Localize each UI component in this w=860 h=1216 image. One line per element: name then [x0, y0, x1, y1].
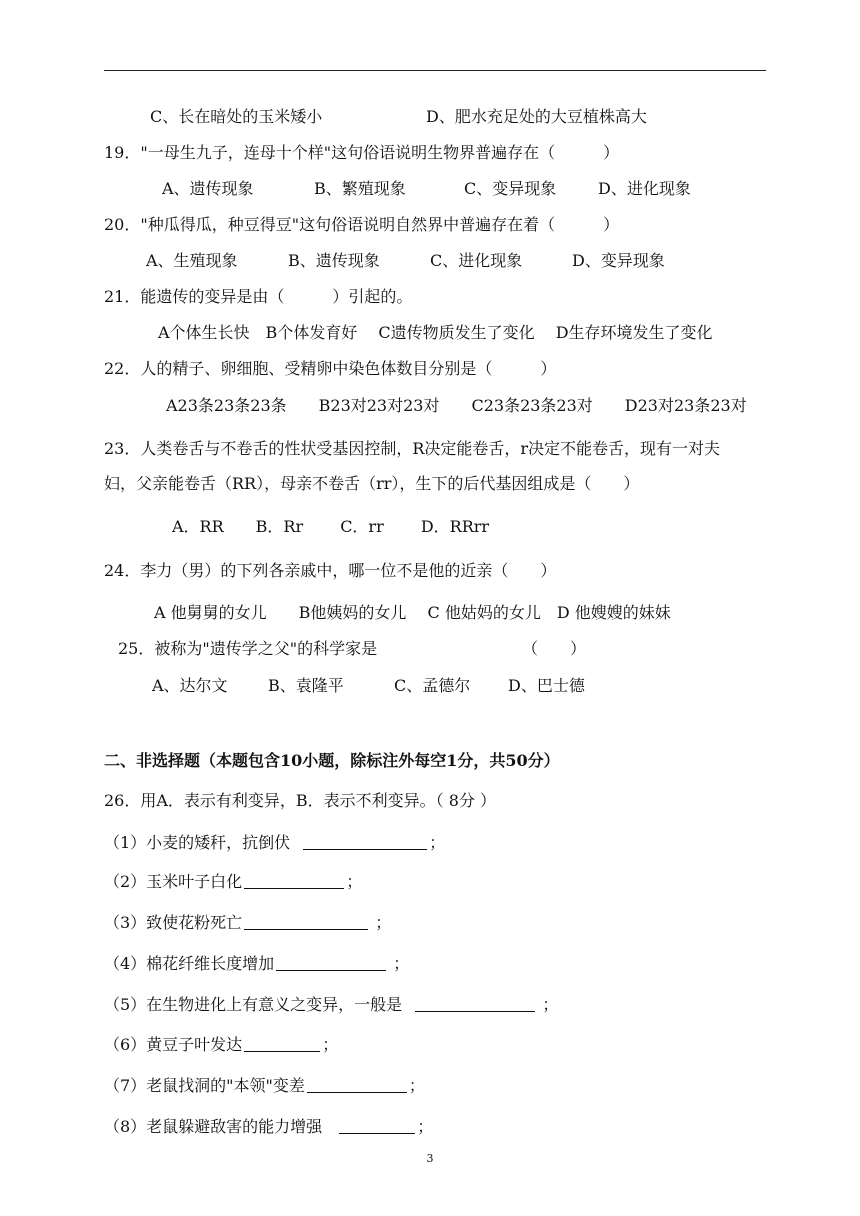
q21-options: A个体生长快 B个体发育好 C遗传物质发生了变化 D生存环境发生了变化: [158, 323, 713, 342]
q26-item-end: ；: [393, 954, 410, 973]
q26-stem: 26．用A．表示有利变异，B．表示不利变异。（ 8分 ）: [104, 791, 497, 810]
section-heading: 二、非选择题（本题包含10小题，除标注外每空1分，共50分）: [104, 751, 560, 770]
q26-item: [104, 1116, 433, 1138]
q26-item-end: ；: [346, 872, 363, 891]
q20-option-d: D、变异现象: [572, 251, 665, 270]
q25-option-b: B、袁隆平: [268, 676, 344, 695]
q26-item: [104, 1075, 425, 1097]
q21-stem: 21．能遗传的变异是由（ ）引起的。: [104, 287, 413, 306]
q26-item: [104, 912, 391, 934]
q23-options: A．RR B．Rr C．rr D．RRrr: [172, 517, 490, 536]
q18-option-c: C、长在暗处的玉米矮小: [150, 107, 323, 126]
q26-item-text: （7）老鼠找洞的"本领"变差: [104, 1076, 305, 1095]
q19-option-b: B、繁殖现象: [314, 179, 406, 198]
q26-item-text: （6）黄豆子叶发达: [104, 1035, 243, 1054]
q26-item-end: ；: [417, 1117, 434, 1136]
q26-item-text: （8）老鼠躲避敌害的能力增强: [104, 1117, 323, 1136]
answer-blank[interactable]: [339, 1117, 415, 1134]
q26-item-end: ；: [322, 1035, 339, 1054]
q26-item-end: ；: [408, 1076, 425, 1095]
q26-item-text: （1）小麦的矮秆，抗倒伏: [104, 833, 291, 852]
q24-stem: 24．李力（男）的下列各亲戚中，哪一位不是他的近亲（ ）: [104, 561, 557, 580]
q25-option-c: C、孟德尔: [394, 676, 471, 695]
q20-option-a: A、生殖现象: [146, 251, 238, 270]
q26-item-text: （4）棉花纤维长度增加: [104, 954, 275, 973]
answer-blank[interactable]: [244, 913, 368, 930]
q19-option-a: A、遗传现象: [162, 179, 254, 198]
q26-item-end: ；: [542, 995, 559, 1014]
q20-option-c: C、进化现象: [430, 251, 523, 270]
q26-item-text: （3）致使花粉死亡: [104, 913, 243, 932]
q22-options: A23条23条23条 B23对23对23对 C23条23条23对 D23对23条23对: [166, 396, 747, 415]
q20-stem: 20．"种瓜得瓜，种豆得豆"这句俗语说明自然界中普遍存在着（ ）: [104, 215, 620, 234]
answer-blank[interactable]: [307, 1076, 407, 1093]
answer-blank[interactable]: [415, 995, 535, 1012]
q26-item-end: ；: [429, 833, 446, 852]
q22-stem: 22．人的精子、卵细胞、受精卵中染色体数目分别是（ ）: [104, 359, 557, 378]
q25-option-d: D、巴士德: [508, 676, 585, 695]
q19-option-d: D、进化现象: [598, 179, 691, 198]
q20-option-b: B、遗传现象: [288, 251, 380, 270]
q26-item: [104, 1034, 338, 1056]
page-number: 3: [426, 1152, 434, 1165]
q24-options: A 他舅舅的女儿 B他姨妈的女儿 C 他姑妈的女儿 D 他嫂嫂的妹妹: [154, 603, 671, 622]
q26-item-text: （5）在生物进化上有意义之变异，一般是: [104, 995, 403, 1014]
q23-stem-line2: 妇，父亲能卷舌（RR），母亲不卷舌（rr），生下的后代基因组成是（ ）: [104, 474, 640, 493]
q25-option-a: A、达尔文: [152, 676, 228, 695]
header-rule: [104, 70, 766, 71]
answer-blank[interactable]: [244, 1035, 320, 1052]
q26-item: [104, 953, 409, 975]
q19-stem: 19．"一母生九子，连母十个样"这句俗语说明生物界普遍存在（ ）: [104, 143, 620, 162]
q19-option-c: C、变异现象: [464, 179, 557, 198]
q25-answer-paren: （ ）: [522, 639, 587, 658]
answer-blank[interactable]: [276, 954, 386, 971]
q26-item-text: （2）玉米叶子白化: [104, 872, 243, 891]
answer-blank[interactable]: [303, 833, 427, 850]
q26-item: [104, 994, 558, 1016]
q26-item: [104, 871, 362, 893]
q26-item-end: ；: [375, 913, 392, 932]
q23-stem-line1: 23．人类卷舌与不卷舌的性状受基因控制，R决定能卷舌，r决定不能卷舌，现有一对夫: [104, 439, 721, 458]
q25-stem: 25．被称为"遗传学之父"的科学家是: [118, 639, 378, 658]
answer-blank[interactable]: [244, 872, 344, 889]
q18-option-d: D、肥水充足处的大豆植株高大: [426, 107, 647, 126]
q26-item: [104, 832, 445, 854]
